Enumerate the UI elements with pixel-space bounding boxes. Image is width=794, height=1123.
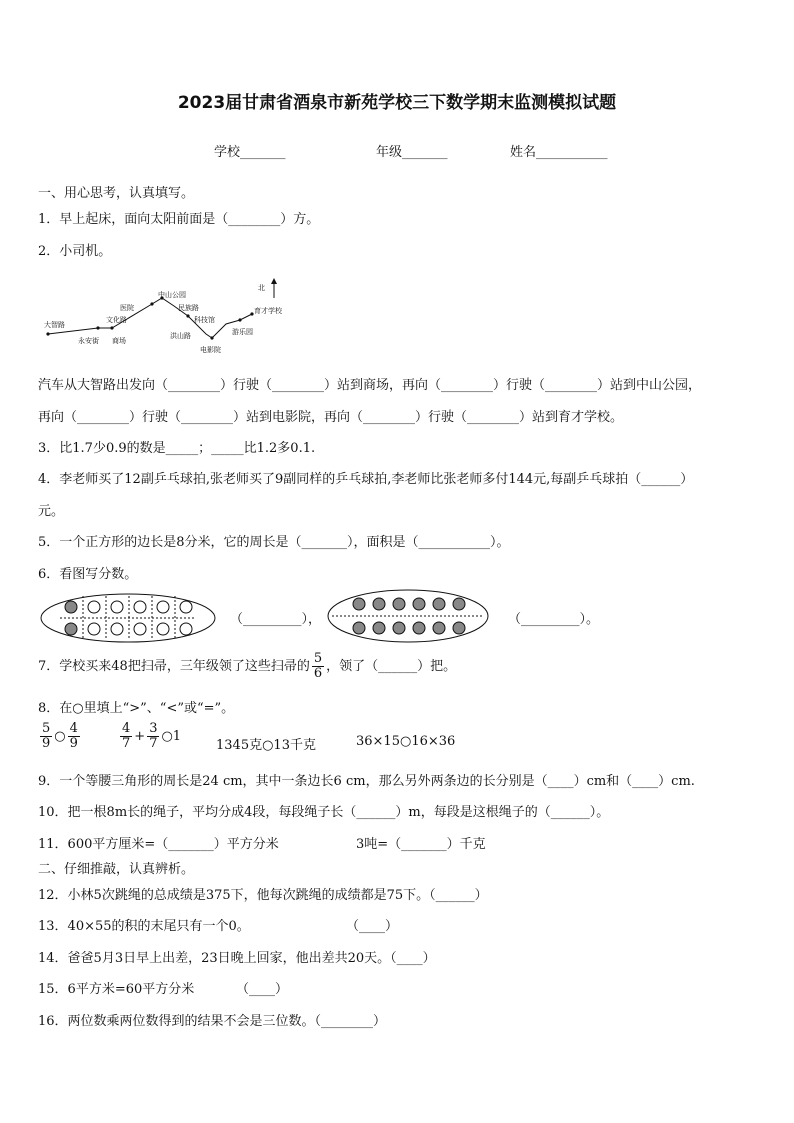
denominator: 9: [69, 736, 78, 751]
question-9: 9．一个等腰三角形的周长是24 cm，其中一条边长6 cm，那么另外两条边的长分别是（____）cm和（____）cm.: [38, 774, 695, 789]
question-3: 3．比1.7少0.9的数是_____；_____比1.2多0.1.: [38, 441, 316, 456]
question-6-blank-1: （_________），: [230, 612, 322, 627]
numerator: 5: [313, 651, 323, 666]
school-field: 学校_______: [214, 145, 286, 160]
numerator: 3: [149, 721, 158, 736]
route-stations: [46, 296, 253, 339]
question-7-text: 7．学校买来48把扫帚，三年级领了这些扫帚的: [38, 659, 310, 674]
north-arrow: [258, 278, 277, 298]
map-label: 医院: [120, 304, 134, 312]
section-2-heading: 二、仔细推敲，认真辨析。: [38, 862, 195, 877]
question-8: 8．在○里填上“>”、“<”或“=”。: [38, 701, 235, 716]
question-4-line-2: 元。: [38, 504, 65, 519]
svg-text:北: 北: [258, 284, 265, 292]
map-label: 永安街: [78, 337, 99, 345]
question-13-blank: （____）: [346, 919, 399, 934]
question-11-part-2: 3吨=（_______）千克: [356, 837, 486, 852]
question-8-item-c: 1345克○13千克: [216, 738, 316, 753]
question-8-item-d: 36×15○16×36: [356, 734, 456, 749]
map-label: 游乐园: [232, 328, 253, 336]
question-11-part-1: 11．600平方厘米=（_______）平方分米: [38, 837, 279, 852]
question-6: 6．看图写分数。: [38, 567, 138, 582]
question-2-line-2: 再向（________）行驶（________）站到电影院，再向（________）行驶（________）站到育才学校。: [38, 410, 624, 425]
map-label: 民族路: [178, 304, 199, 312]
fraction: [40, 722, 52, 751]
fraction: [120, 722, 132, 751]
question-15: 15．6平方米=60平方分米: [38, 982, 195, 997]
map-label: 大智路: [44, 321, 65, 329]
grade-field: 年级_______: [376, 145, 448, 160]
map-label: 育才学校: [254, 307, 282, 315]
question-4-line-1: 4．李老师买了12副乒乓球拍,张老师买了9副同样的乒乓球拍,李老师比张老师多付144元,每副乒乓球拍（______）: [38, 472, 694, 487]
question-7-tail: ，领了（______）把。: [326, 659, 457, 674]
map-label: 商场: [112, 337, 126, 345]
question-12: 12．小林5次跳绳的总成绩是375下，他每次跳绳的成绩都是75下。（______）: [38, 888, 488, 903]
question-15-blank: （____）: [236, 982, 289, 997]
question-2: 2．小司机。: [38, 244, 112, 259]
question-16: 16．两位数乘两位数得到的结果不会是三位数。（________）: [38, 1014, 387, 1029]
denominator: 6: [313, 666, 323, 681]
question-5: 5．一个正方形的边长是8分米，它的周长是（_______），面积是（___________）。: [38, 535, 510, 550]
map-label: 科技馆: [194, 316, 215, 324]
map-label: 洪山路: [170, 332, 191, 340]
map-label: 文化路: [106, 316, 127, 324]
question-7: [38, 652, 456, 681]
question-14: 14．爸爸5月3日早上出差，23日晚上回家，他出差共20天。（____）: [38, 951, 436, 966]
page-title: 2023届甘肃省酒泉市新苑学校三下数学期末监测模拟试题: [177, 93, 617, 113]
section-1-heading: 一、用心思考，认真填写。: [38, 186, 195, 201]
fraction-figure-1: [40, 592, 216, 644]
fraction-figure-2: [326, 588, 490, 644]
fraction-five-sixths: [312, 652, 324, 681]
name-field: 姓名___________: [510, 145, 608, 160]
numerator: 4: [69, 721, 78, 736]
denominator: 9: [42, 736, 51, 751]
numerator: 5: [42, 721, 51, 736]
question-10: 10．把一根8m长的绳子，平均分成4段，每段绳子长（______）m，每段是这根绳子的（______）。: [38, 805, 610, 820]
map-label: 电影院: [200, 346, 221, 354]
plus-sign: +: [134, 729, 146, 744]
fraction: [147, 722, 159, 751]
route-map: [40, 276, 310, 360]
question-6-blank-2: （_________）。: [508, 612, 600, 627]
question-2-line-1: 汽车从大智路出发向（________）行驶（________）站到商场，再向（________）行驶（________）站到中山公园，: [38, 378, 702, 393]
question-8-item-a: [38, 722, 82, 751]
denominator: 7: [122, 736, 131, 751]
question-1: 1．早上起床，面向太阳前面是（________）方。: [38, 212, 320, 227]
fraction: [68, 722, 80, 751]
numerator: 4: [122, 721, 131, 736]
compare-tail: ○1: [161, 729, 182, 744]
question-8-item-b: [118, 722, 181, 751]
denominator: 7: [149, 736, 158, 751]
question-13: 13．40×55的积的末尾只有一个0。: [38, 919, 250, 934]
map-label: 中山公园: [158, 291, 186, 299]
compare-circle: ○: [54, 729, 66, 744]
